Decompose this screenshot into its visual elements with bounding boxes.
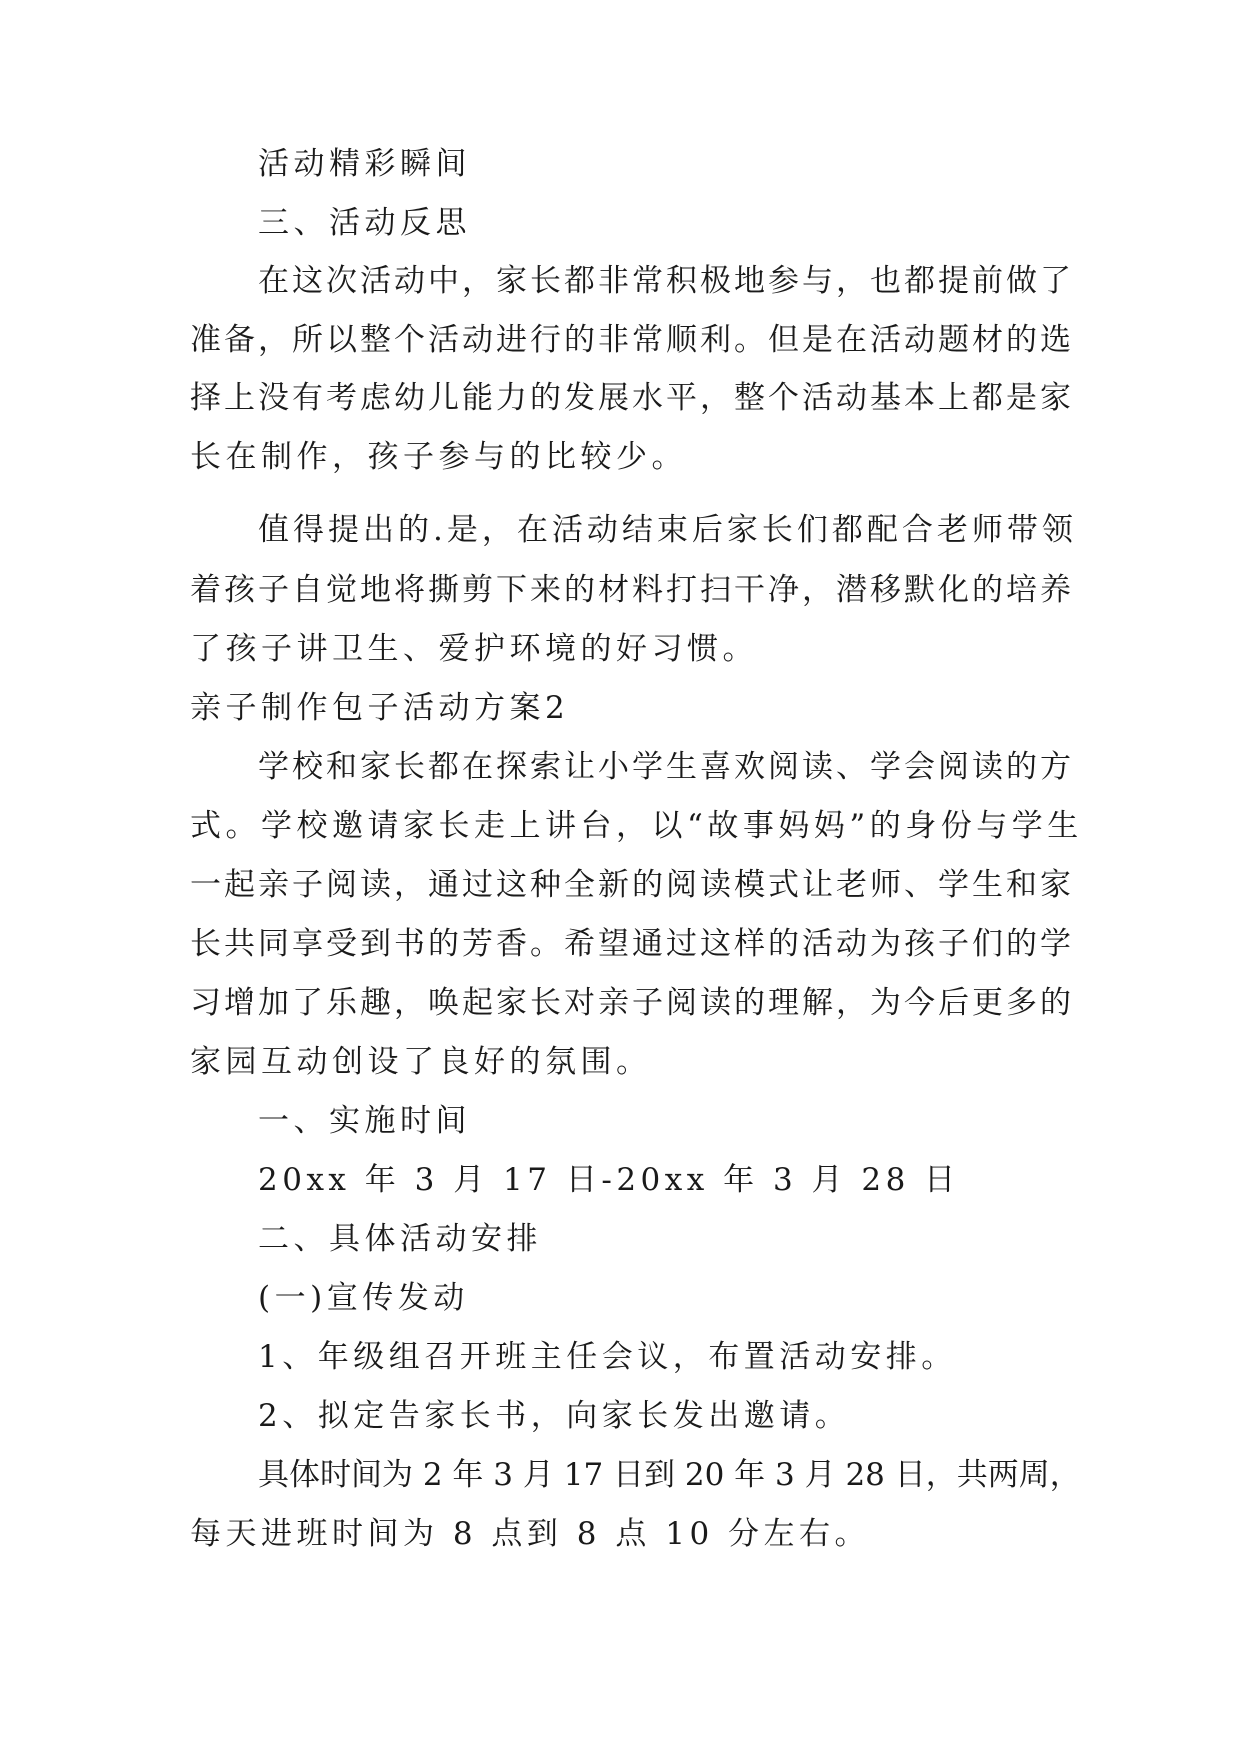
paragraph-line: 家园互动创设了良好的氛围。 [190, 1044, 652, 1080]
list-item: 1、年级组召开班主任会议，布置活动安排。 [258, 1339, 957, 1375]
heading-activity-arrangement: 二、具体活动安排 [258, 1221, 542, 1257]
paragraph-line: 在这次活动中，家长都非常积极地参与，也都提前做了 [258, 263, 1074, 299]
caption-activity-moments: 活动精彩瞬间 [258, 146, 471, 182]
paragraph-line: 着孩子自觉地将撕剪下来的材料打扫干净，潜移默化的培养 [190, 572, 1074, 608]
paragraph-line: 长在制作，孩子参与的比较少。 [190, 439, 687, 475]
list-item: 2、拟定告家长书，向家长发出邀请。 [258, 1398, 851, 1434]
paragraph-line: 式。学校邀请家长走上讲台，以“故事妈妈”的身份与学生 [190, 808, 1083, 844]
date-range: 20xx 年 3 月 17 日-20xx 年 3 月 28 日 [258, 1162, 960, 1198]
paragraph-line: 了孩子讲卫生、爱护环境的好习惯。 [190, 631, 758, 667]
paragraph-line: 值得提出的.是，在活动结束后家长们都配合老师带领 [258, 512, 1077, 548]
paragraph-line: 具体时间为 2 年 3 月 17 日到 20 年 3 月 28 日，共两周， [258, 1457, 1081, 1493]
paragraph-line: 择上没有考虑幼儿能力的发展水平，整个活动基本上都是家 [190, 380, 1074, 416]
heading-activity-reflection: 三、活动反思 [258, 205, 471, 241]
heading-implementation-time: 一、实施时间 [258, 1103, 471, 1139]
paragraph-line: 学校和家长都在探索让小学生喜欢阅读、学会阅读的方 [258, 749, 1074, 785]
paragraph-line: 每天进班时间为 8 点到 8 点 10 分左右。 [190, 1516, 871, 1552]
paragraph-line: 长共同享受到书的芳香。希望通过这样的活动为孩子们的学 [190, 926, 1074, 962]
paragraph-line: 习增加了乐趣，唤起家长对亲子阅读的理解，为今后更多的 [190, 985, 1074, 1021]
section-title: 亲子制作包子活动方案2 [190, 690, 570, 726]
paragraph-line: 准备，所以整个活动进行的非常顺利。但是在活动题材的选 [190, 322, 1074, 358]
subheading-publicity: (一)宣传发动 [258, 1280, 469, 1316]
paragraph-line: 一起亲子阅读，通过这种全新的阅读模式让老师、学生和家 [190, 867, 1074, 903]
